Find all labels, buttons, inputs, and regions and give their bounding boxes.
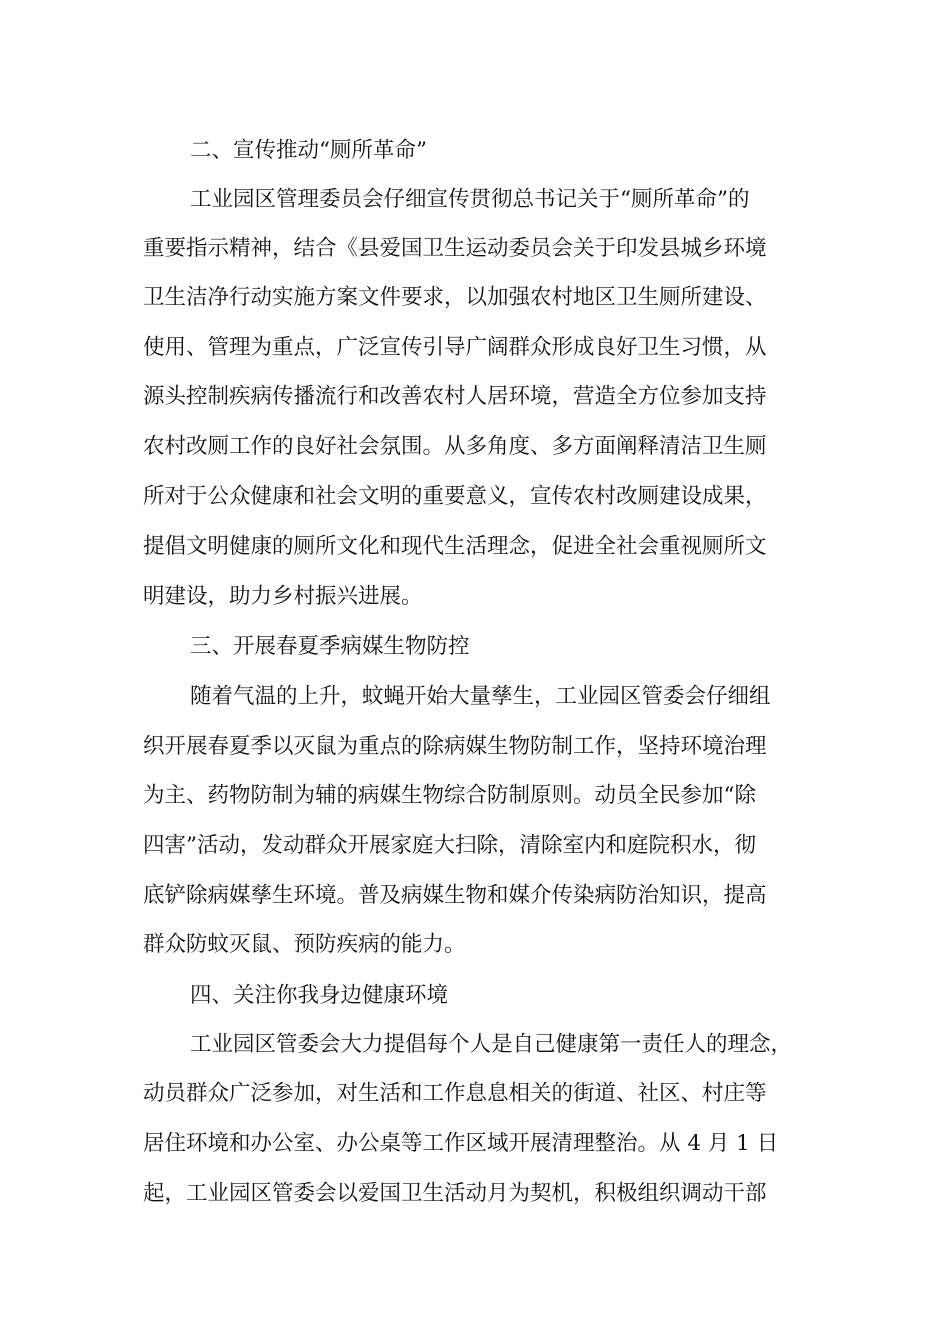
- paragraph-line: 随着气温的上升，蚊蝇开始大量孳生，工业园区管委会仔细组: [190, 684, 771, 709]
- paragraph-line: 织开展春夏季以灭鼠为重点的除病媒生物防制工作，坚持环境治理: [143, 734, 767, 759]
- paragraph-line: 起，工业园区管委会以爱国卫生活动月为契机，积极组织调动干部: [143, 1181, 767, 1206]
- paragraph-line: 提倡文明健康的厕所文化和现代生活理念，促进全社会重视厕所文: [143, 534, 767, 559]
- paragraph-line: 居住环境和办公室、办公桌等工作区域开展清理整治。从 4 月 1 日: [143, 1131, 779, 1156]
- paragraph-line: 为主、药物防制为辅的病媒生物综合防制原则。动员全民参加“除: [143, 783, 756, 808]
- paragraph-line: 卫生洁净行动实施方案文件要求，以加强农村地区卫生厕所建设、: [143, 285, 767, 310]
- paragraph-line: 明建设，助力乡村振兴进展。: [143, 584, 423, 609]
- paragraph-line: 底铲除病媒孳生环境。普及病媒生物和媒介传染病防治知识，提高: [143, 883, 767, 908]
- paragraph-line: 工业园区管理委员会仔细宣传贯彻总书记关于“厕所革命”的: [190, 187, 750, 212]
- section-heading-2: 二、宣传推动“厕所革命”: [190, 138, 427, 163]
- paragraph-line: 动员群众广泛参加，对生活和工作息息相关的街道、社区、村庄等: [143, 1081, 767, 1106]
- paragraph-line: 所对于公众健康和社会文明的重要意义，宣传农村改厕建设成果，: [143, 484, 767, 509]
- paragraph-line: 重要指示精神，结合《县爱国卫生运动委员会关于印发县城乡环境: [143, 236, 767, 261]
- paragraph-line: 四害”活动，发动群众开展家庭大扫除，清除室内和庭院积水，彻: [143, 833, 756, 858]
- paragraph-line: 工业园区管委会大力提倡每个人是自己健康第一责任人的理念，: [190, 1032, 793, 1057]
- paragraph-line: 源头控制疾病传播流行和改善农村人居环境，营造全方位参加支持: [143, 384, 767, 409]
- section-heading-3: 三、开展春夏季病媒生物防控: [190, 634, 470, 659]
- paragraph-line: 使用、管理为重点，广泛宣传引导广阔群众形成良好卫生习惯，从: [143, 335, 767, 360]
- paragraph-line: 群众防蚊灭鼠、预防疾病的能力。: [143, 932, 466, 957]
- paragraph-line: 农村改厕工作的良好社会氛围。从多角度、多方面阐释清洁卫生厕: [143, 434, 767, 459]
- section-heading-4: 四、关注你我身边健康环境: [190, 983, 449, 1008]
